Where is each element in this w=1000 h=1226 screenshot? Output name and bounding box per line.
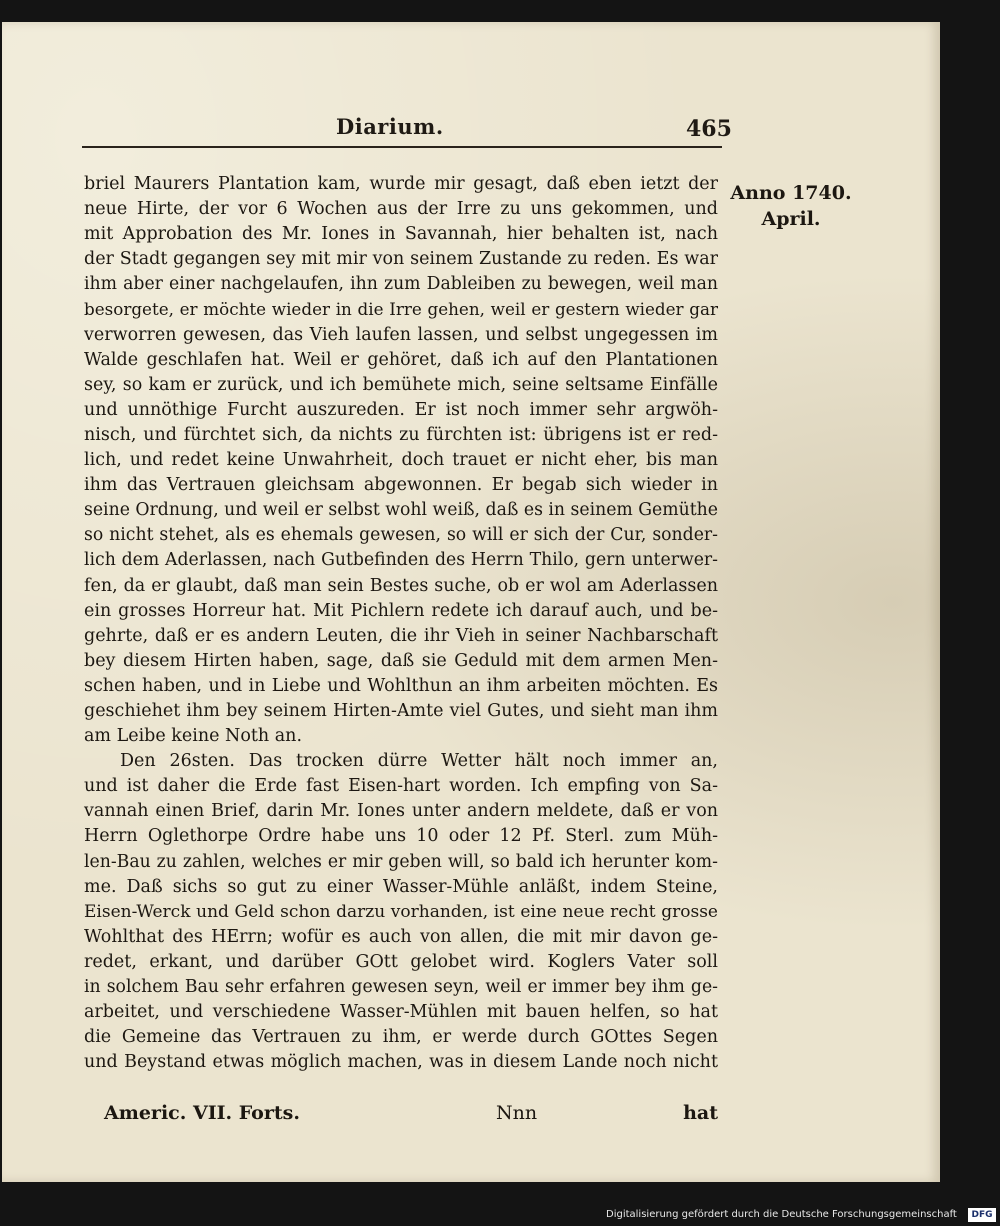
text-line: lich, und redet keine Unwahrheit, doch trauet er nicht eher, bis man xyxy=(84,450,718,471)
text-line: der Stadt gegangen sey mit mir von seinem Zustande zu reden. Es war xyxy=(84,249,718,270)
text-line: und unnöthige Furcht auszureden. Er ist noch immer sehr argwöh- xyxy=(84,399,718,420)
digitization-attribution xyxy=(606,1208,998,1224)
page-header xyxy=(82,106,732,142)
text-line: am Leibe keine Noth an. xyxy=(84,726,303,747)
signature-mark: Americ. VII. Forts. xyxy=(104,1102,300,1124)
gathering-mark: Nnn xyxy=(496,1102,538,1124)
attribution-text: Digitalisierung gefördert durch die Deutsche Forschungsgemeinschaft xyxy=(606,1209,957,1220)
text-line: neue Hirte, der vor 6 Wochen aus der Irre zu uns gekommen, und xyxy=(84,199,718,220)
text-line: mit Approbation des Mr. Iones in Savannah, hier behalten ist, nach xyxy=(84,224,718,245)
text-line: besorgete, er möchte wieder in die Irre gehen, weil er gestern wieder gar xyxy=(84,299,718,320)
text-line: Den 26sten. Das trocken dürre Wetter hält noch immer an, xyxy=(120,751,718,772)
text-line: fen, da er glaubt, daß man sein Bestes suche, ob er wol am Aderlassen xyxy=(84,575,718,596)
book-page xyxy=(2,22,940,1182)
text-line: Wohlthat des HErrn; wofür es auch von allen, die mit mir davon ge- xyxy=(84,926,718,947)
body-text xyxy=(84,172,718,1075)
text-line: schen haben, und in Liebe und Wohlthun an ihm arbeiten möchten. Es xyxy=(84,675,718,696)
text-line: Eisen-Werck und Geld schon darzu vorhanden, ist eine neue recht grosse xyxy=(84,901,718,922)
text-line: so nicht stehet, als es ehemals gewesen, so will er sich der Cur, sonder- xyxy=(84,525,718,546)
text-line: verworren gewesen, das Vieh laufen lassen, und selbst ungegessen im xyxy=(84,324,718,345)
text-line: und Beystand etwas möglich machen, was in diesem Lande noch nicht xyxy=(84,1052,718,1073)
text-line: ihm das Vertrauen gleichsam abgewonnen. Er begab sich wieder in xyxy=(84,475,718,496)
text-line: lich dem Aderlassen, nach Gutbefinden des Herrn Thilo, gern unterwer- xyxy=(84,550,718,571)
text-line: und ist daher die Erde fast Eisen-hart worden. Ich empfing von Sa- xyxy=(84,776,718,797)
text-line: briel Maurers Plantation kam, wurde mir gesagt, daß eben ietzt der xyxy=(84,174,718,194)
text-line: vannah einen Brief, darin Mr. Iones unter andern meldete, daß er von xyxy=(84,801,718,822)
text-line: in solchem Bau sehr erfahren gewesen seyn, weil er immer bey ihm ge- xyxy=(84,977,718,997)
page-footer xyxy=(104,1102,718,1132)
header-rule xyxy=(82,146,722,148)
text-line: gehrte, daß er es andern Leuten, die ihr Vieh in seiner Nachbarschaft xyxy=(84,625,718,646)
text-line: arbeitet, und verschiedene Wasser-Mühlen mit bauen helfen, so hat xyxy=(84,1002,718,1023)
text-line: geschiehet ihm bey seinem Hirten-Amte viel Gutes, und sieht man ihm xyxy=(84,700,718,721)
catchword: hat xyxy=(683,1102,718,1124)
margin-note-year: Anno 1740. xyxy=(730,182,852,204)
text-line: ihm aber einer nachgelaufen, ihn zum Dableiben zu bewegen, weil man xyxy=(84,274,718,295)
page-number: 465 xyxy=(686,116,732,142)
text-line: nisch, und fürchtet sich, da nichts zu fürchten ist: übrigens ist er red- xyxy=(84,424,718,445)
running-title: Diarium. xyxy=(336,114,444,139)
text-line: me. Daß sichs so gut zu einer Wasser-Mühle anläßt, indem Steine, xyxy=(84,876,718,897)
dfg-logo-icon: DFG xyxy=(968,1208,996,1222)
text-line: redet, erkant, und darüber GOtt gelobet wird. Koglers Vater soll xyxy=(84,951,718,972)
margin-note xyxy=(726,182,856,230)
text-line: ein grosses Horreur hat. Mit Pichlern redete ich darauf auch, und be- xyxy=(84,600,718,621)
text-line: bey diesem Hirten haben, sage, daß sie Geduld mit dem armen Men- xyxy=(84,650,718,671)
text-line: die Gemeine das Vertrauen zu ihm, er werde durch GOttes Segen xyxy=(84,1027,718,1048)
text-line: len-Bau zu zahlen, welches er mir geben will, so bald ich herunter kom- xyxy=(84,851,718,872)
margin-note-month: April. xyxy=(761,208,821,230)
text-line: seine Ordnung, und weil er selbst wohl weiß, daß es in seinem Gemüthe xyxy=(84,500,718,521)
text-line: Herrn Oglethorpe Ordre habe uns 10 oder 12 Pf. Sterl. zum Müh- xyxy=(84,826,718,847)
text-line: Walde geschlafen hat. Weil er gehöret, daß ich auf den Plantationen xyxy=(84,349,718,370)
text-line: sey, so kam er zurück, und ich bemühete mich, seine seltsame Einfälle xyxy=(84,374,718,395)
